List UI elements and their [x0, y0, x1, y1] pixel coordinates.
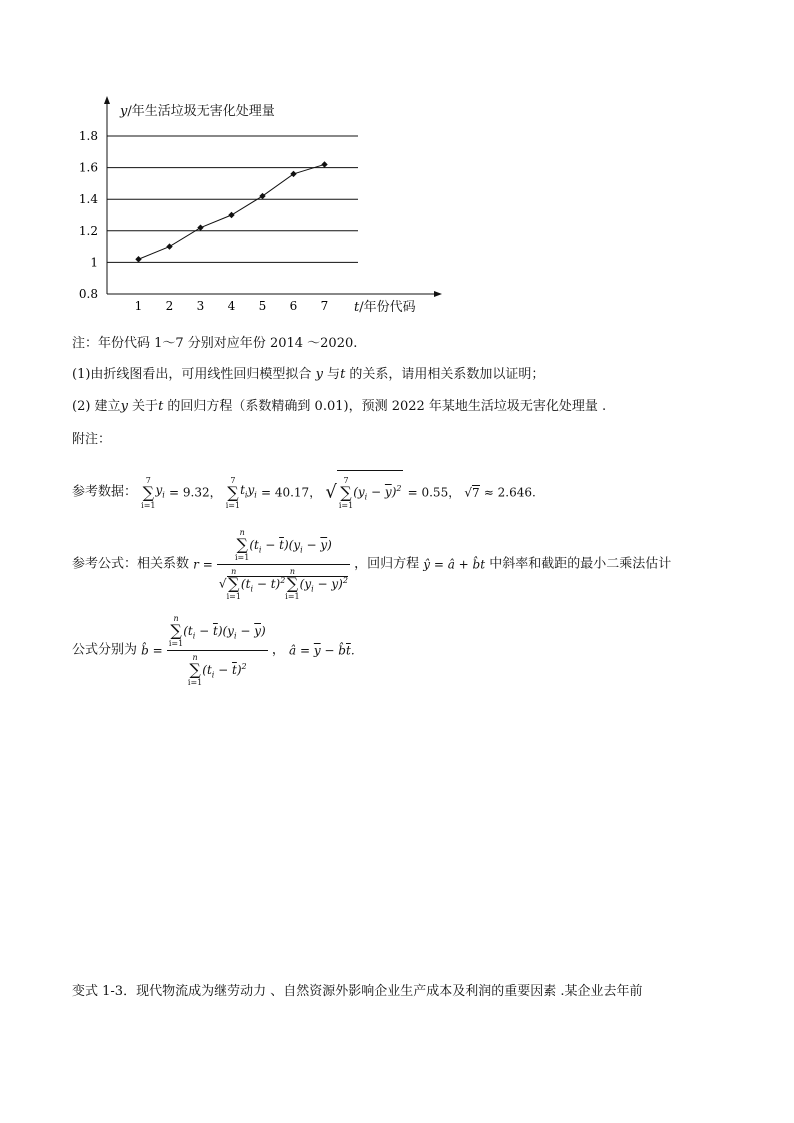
- y-axis-variable: y: [120, 104, 128, 119]
- sqrt7: √7: [464, 485, 480, 500]
- question-2: [72, 398, 606, 416]
- ref-sum-y: = 9.32，: [169, 485, 222, 500]
- slope-fraction: n ∑ i=1 $(t_i - \overline{t})(y_i - \overline{y})$ n ∑ i=1 $(t_i - \overline{t})^2$: [168, 614, 266, 687]
- q1-var-y: y: [315, 367, 323, 382]
- y-tick-label: 1: [90, 255, 98, 270]
- q1-part-a: (1)由折线图看出，可用线性回归模型拟合: [72, 367, 316, 382]
- ref-formula-line2: 公式分别为: [72, 642, 138, 658]
- data-point: [135, 256, 141, 262]
- intercept-equation: â = $\overline{y}$ − $b̂\overline{t}$.: [288, 643, 355, 658]
- x-axis-arrow: [434, 291, 442, 297]
- y-tick-label: 1.2: [78, 223, 98, 238]
- data-point: [321, 161, 327, 167]
- ref-formula-mid: ，回归方程: [354, 556, 420, 572]
- note-line: 注：年份代码 1～7 分别对应年份 2014 ～2020.: [72, 336, 358, 351]
- y-tick-label: 1.4: [78, 192, 98, 207]
- reference-formula-2: 公式分别为 b̂ = n ∑ i=1 $(t_i - \overline{t})(y_i - \overline{y})$ n ∑ i=1 $(t_i - \overline{t})^2$ ， â = $\overline{y}$ − $b̂\overline{t}$.: [72, 614, 355, 687]
- data-point: [228, 212, 234, 218]
- ref-formula-end: ，: [271, 642, 285, 658]
- reference-formula: 参考公式：相关系数 r = n ∑ i=1 $(t_i - \overline{t})(y_i - \overline{y})$ √ n ∑ i=1 $(t_i - \overline{t})^2$ n ∑ i=1 $(y_i - \overline{y})^2$ ，回归方程 ŷ = â + b̂t 中斜率和截距的最小二乘法估计: [72, 528, 672, 601]
- y-axis-text: /年生活垃圾无害化处理量: [127, 104, 275, 119]
- x-tick-label: 6: [289, 299, 298, 313]
- x-tick-label: 1: [134, 299, 143, 313]
- q2-part-b: 关于: [127, 399, 159, 414]
- q1-var-t: t: [340, 367, 346, 382]
- correlation-fraction: n ∑ i=1 $(t_i - \overline{t})(y_i - \overline{y})$ √ n ∑ i=1 $(t_i - \overline{t})^2$ n ∑ i=1 $(y_i - \overline{y})^2$: [218, 528, 348, 601]
- sum-symbol: 7 ∑ i=1: [141, 475, 156, 510]
- x-axis-variable: t: [354, 300, 360, 315]
- sum-symbol: 7 ∑ i=1: [225, 475, 241, 510]
- ref-data-label: 参考数据：: [72, 484, 138, 500]
- q1-part-b: 与: [322, 367, 341, 382]
- data-point: [290, 171, 296, 177]
- y-tick-label: 0.8: [78, 287, 98, 301]
- appendix-label: 附注：: [72, 432, 112, 447]
- x-axis-text: /年份代码: [359, 300, 416, 315]
- line-chart: [70, 90, 450, 320]
- y-axis-label: [120, 100, 275, 119]
- q2-var-t: t: [158, 399, 164, 414]
- y-tick-label: 1.8: [78, 129, 98, 143]
- x-tick-label: 7: [320, 299, 329, 313]
- regression-equation: ŷ = â + b̂t: [423, 557, 486, 572]
- q2-part-a: (2) 建立: [72, 399, 121, 414]
- q2-part-c: 的回归方程（系数精确到 0.01)，预测 2022 年某地生活垃圾无害化处理量 .: [163, 399, 607, 414]
- q1-part-c: 的关系，请用相关系数加以证明；: [345, 367, 545, 382]
- data-point: [197, 224, 203, 230]
- y-tick-label: 1.6: [78, 160, 98, 175]
- x-tick-label: 2: [165, 299, 174, 313]
- ref-formula-tail: 中斜率和截距的最小二乘法估计: [489, 556, 672, 572]
- variant-problem: 变式 1-3．现代物流成为继劳动力 、自然资源外影响企业生产成本及利润的重要因素 .某企业去年前: [72, 984, 643, 999]
- sqrt-content: 7 ∑ i=1 $(y_i - \overline{y})^2$: [337, 470, 404, 515]
- data-point: [166, 243, 172, 249]
- ref-sqrt-value: = 0.55，: [407, 485, 461, 500]
- sqrt-symbol: √: [325, 481, 337, 503]
- x-tick-label: 5: [258, 299, 267, 313]
- ref-formula-label: 参考公式：相关系数: [72, 556, 190, 572]
- data-point: [259, 193, 265, 199]
- y-axis-arrow: [104, 96, 110, 104]
- ref-sum-ty: = 40.17，: [260, 485, 322, 500]
- question-1: [72, 366, 544, 384]
- reference-data: 参考数据： 7 ∑ i=1 $y_i = 9.32$， 7 ∑ i=1 $t_iy_i = 40.17$， √ 7 ∑ i=1 $(y_i - \overline{y})^2 = 0.55$， √7 ≈ 2.646.: [72, 470, 536, 506]
- x-tick-label: 3: [196, 299, 205, 313]
- q2-var-y: y: [120, 399, 128, 414]
- ref-sqrt7-value: ≈ 2.646.: [483, 485, 536, 500]
- x-tick-label: 4: [227, 299, 236, 313]
- x-axis-label: [354, 296, 416, 315]
